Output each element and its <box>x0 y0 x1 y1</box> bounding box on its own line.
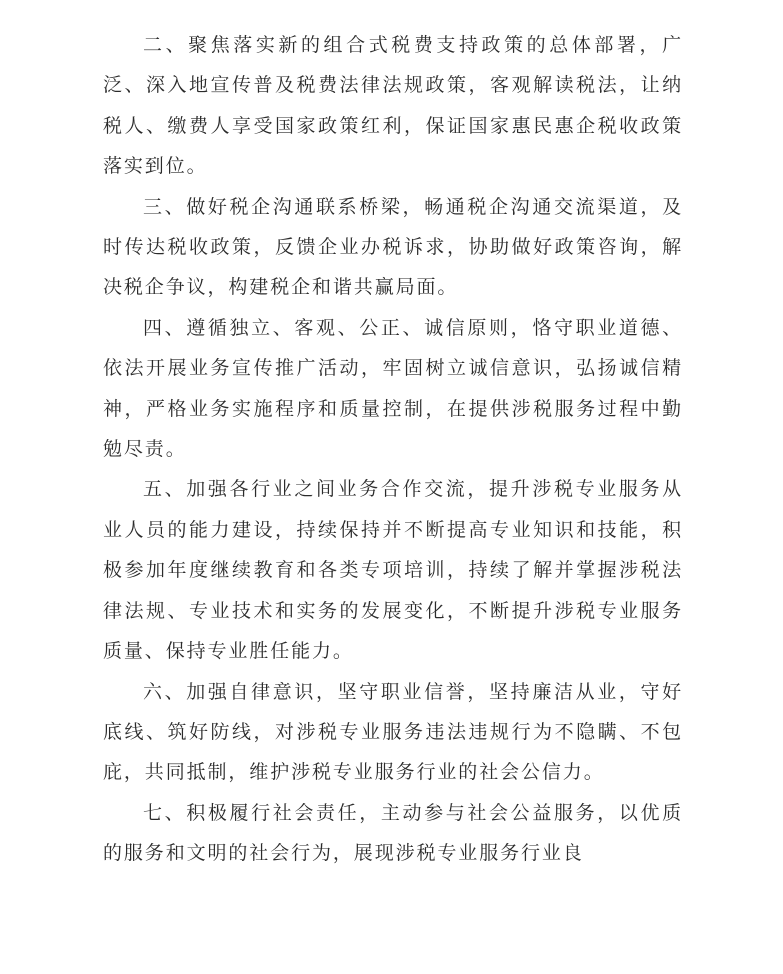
paragraph-4: 四、遵循独立、客观、公正、诚信原则，恪守职业道德、依法开展业务宣传推广活动，牢固树立诚信意识，弘扬诚信精神，严格业务实施程序和质量控制，在提供涉税服务过程中勤勉尽责。 <box>103 316 683 461</box>
paragraph-5: 五、加强各行业之间业务合作交流，提升涉税专业服务从业人员的能力建设，持续保持并不断提高专业知识和技能，积极参加年度继续教育和各类专项培训，持续了解并掌握涉税法律法规、专业技术和实务的发展变化，不断提升涉税专业服务质量、保持专业胜任能力。 <box>103 478 683 663</box>
document-body <box>103 25 683 874</box>
paragraph-6: 六、加强自律意识，坚守职业信誉，坚持廉洁从业，守好底线、筑好防线，对涉税专业服务违法违规行为不隐瞒、不包庇，共同抵制，维护涉税专业服务行业的社会公信力。 <box>103 680 683 784</box>
paragraph-2: 二、聚焦落实新的组合式税费支持政策的总体部署，广泛、深入地宣传普及税费法律法规政策，客观解读税法，让纳税人、缴费人享受国家政策红利，保证国家惠民惠企税收政策落实到位。 <box>103 34 683 178</box>
paragraph-7: 七、积极履行社会责任，主动参与社会公益服务，以优质的服务和文明的社会行为，展现涉税专业服务行业良 <box>103 801 683 865</box>
paragraph-3: 三、做好税企沟通联系桥梁，畅通税企沟通交流渠道，及时传达税收政策，反馈企业办税诉求，协助做好政策咨询，解决税企争议，构建税企和谐共赢局面。 <box>103 195 683 299</box>
